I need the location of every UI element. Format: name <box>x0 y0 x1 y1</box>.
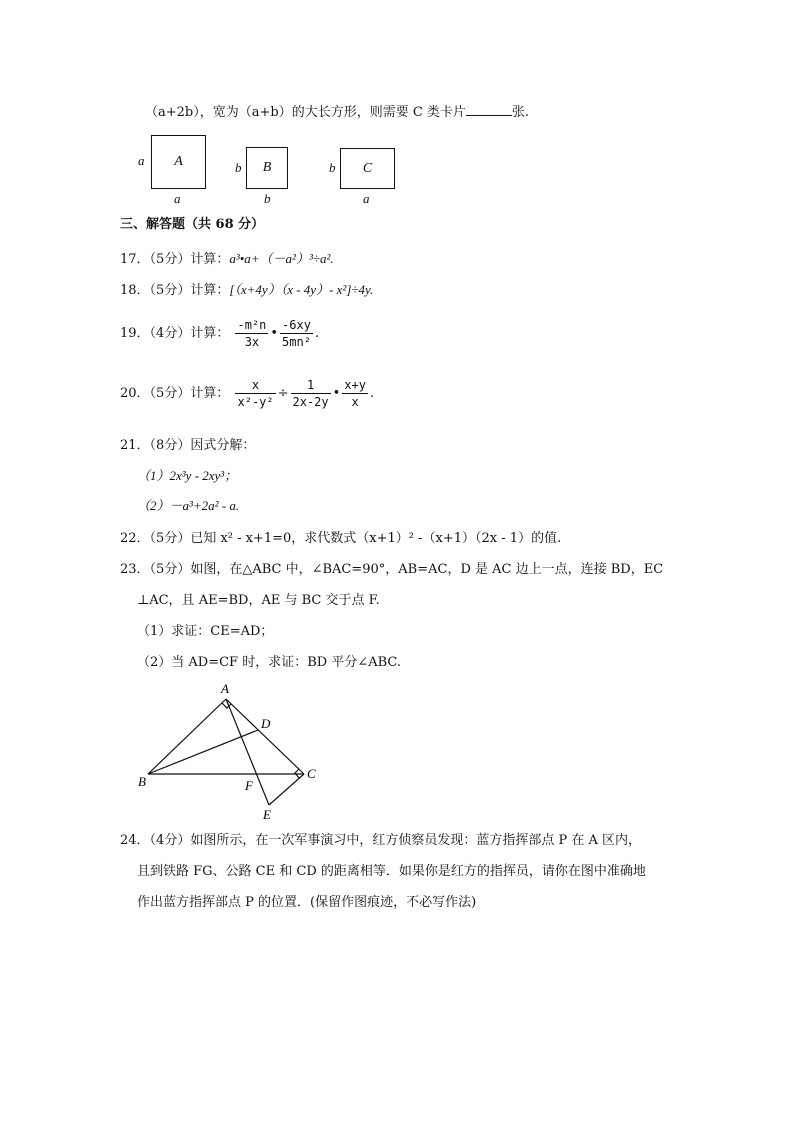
question-24 <box>120 832 641 850</box>
answer-blank <box>466 103 512 116</box>
q19-operator: • <box>270 326 279 341</box>
q19-f1-numerator: -m²n <box>237 318 267 332</box>
segment-ab <box>148 699 226 774</box>
label-e: E <box>263 807 271 822</box>
q20-f2-denominator: 2x-2y <box>292 395 329 409</box>
card-c-side-label: b <box>329 160 336 175</box>
q23-part-2: （2）当 AD=CF 时，求证：BD 平分∠ABC. <box>137 655 402 670</box>
question-23 <box>120 561 663 579</box>
card-b-bottom-label: b <box>264 191 271 206</box>
question-18 <box>120 281 373 300</box>
q16-tail <box>145 103 529 122</box>
question-22 <box>120 530 561 548</box>
q20-divide: ÷ <box>277 386 289 401</box>
label-c: C <box>307 766 316 781</box>
label-a: A <box>221 681 229 696</box>
question-17 <box>120 250 334 269</box>
card-b-side-label: b <box>235 160 242 175</box>
q20-fraction-2 <box>291 377 331 410</box>
q22-text: （5分）已知 x² - x+1=0，求代数式（x+1）² -（x+1）（2x - 1）的值. <box>149 531 562 546</box>
q19-end: . <box>314 326 320 341</box>
question-19 <box>120 316 319 352</box>
triangle-figure <box>130 680 330 825</box>
section-header: 三、解答题（共 68 分） <box>120 217 265 232</box>
question-21 <box>120 437 255 455</box>
label-f: F <box>245 778 253 793</box>
q20-f1-denominator: x²-y² <box>237 395 274 409</box>
q24-line-1: （4分）如图所示，在一次军事演习中，红方侦察员发现：蓝方指挥部点 P 在 A 区内， <box>149 833 641 848</box>
card-b-name: B <box>262 160 272 175</box>
q16-suffix: 张. <box>511 105 530 120</box>
q21-text: （8分）因式分解： <box>149 438 256 453</box>
q19-fraction-2 <box>280 317 313 350</box>
q23-line-1: （5分）如图，在△ABC 中，∠BAC=90°，AB=AC，D 是 AC 边上一点，连接 BD，EC <box>149 562 664 577</box>
label-d: D <box>261 716 271 731</box>
q20-fraction-1 <box>235 377 275 410</box>
label-b: B <box>138 774 146 789</box>
card-c <box>340 148 395 189</box>
q24-line-2: 且到铁路 FG、公路 CE 和 CD 的距离相等．如果你是红方的指挥员，请你在图中准确地 <box>137 864 646 879</box>
q23-number: 23． <box>120 562 150 577</box>
card-c-bottom-label: a <box>363 191 370 206</box>
q19-number: 19． <box>120 326 150 341</box>
q18-score: （5分）计算： <box>149 283 230 298</box>
q24-number: 24． <box>120 833 150 848</box>
q20-score: （5分）计算： <box>149 386 230 401</box>
q18-number: 18． <box>120 283 150 298</box>
q20-f1-numerator: x <box>235 377 275 394</box>
q18-expr: [（x+4y）（x - 4y）- x²]÷4y. <box>229 282 374 297</box>
q22-number: 22． <box>120 531 150 546</box>
segment-ac <box>226 699 304 774</box>
q21-number: 21． <box>120 438 150 453</box>
q21-part-1: （1）2x³y - 2xy³； <box>137 468 238 483</box>
q19-f2-numerator: -6xy <box>282 318 311 332</box>
segment-ce <box>269 774 304 805</box>
q23-line-2: ⊥AC，且 AE=BD，AE 与 BC 交于点 F. <box>137 593 380 608</box>
q23-part-1: （1）求证：CE=AD； <box>137 624 274 639</box>
card-a-side-label: a <box>138 153 145 168</box>
q19-fraction-1 <box>235 317 268 350</box>
q17-expr: a³•a+（－a²）³÷a². <box>229 251 334 266</box>
q17-number: 17． <box>120 252 150 267</box>
q20-fraction-3 <box>342 377 368 410</box>
q20-end: . <box>369 386 375 401</box>
q20-number: 20． <box>120 386 150 401</box>
card-a-name: A <box>174 154 183 169</box>
card-a-bottom-label: a <box>174 191 181 206</box>
q17-score: （5分）计算： <box>149 252 230 267</box>
question-20 <box>120 376 374 412</box>
q24-line-3: 作出蓝方指挥部点 P 的位置．(保留作图痕迹，不必写作法) <box>137 895 477 910</box>
q19-f1-denominator: 3x <box>244 335 260 349</box>
q20-f2-numerator: 1 <box>291 377 331 394</box>
card-a <box>151 135 206 189</box>
q19-score: （4分）计算： <box>149 326 230 341</box>
q21-part-2: （2）－a³+2a² - a. <box>137 498 240 513</box>
q16-text: （a+2b），宽为（a+b）的大长方形，则需要 C 类卡片 <box>145 105 466 120</box>
q20-multiply: • <box>332 386 341 401</box>
card-c-name: C <box>362 160 373 176</box>
q19-f2-denominator: 5mn² <box>282 335 311 349</box>
card-b <box>246 147 288 189</box>
q20-f3-denominator: x <box>351 395 359 409</box>
q20-f3-numerator: x+y <box>344 378 366 392</box>
